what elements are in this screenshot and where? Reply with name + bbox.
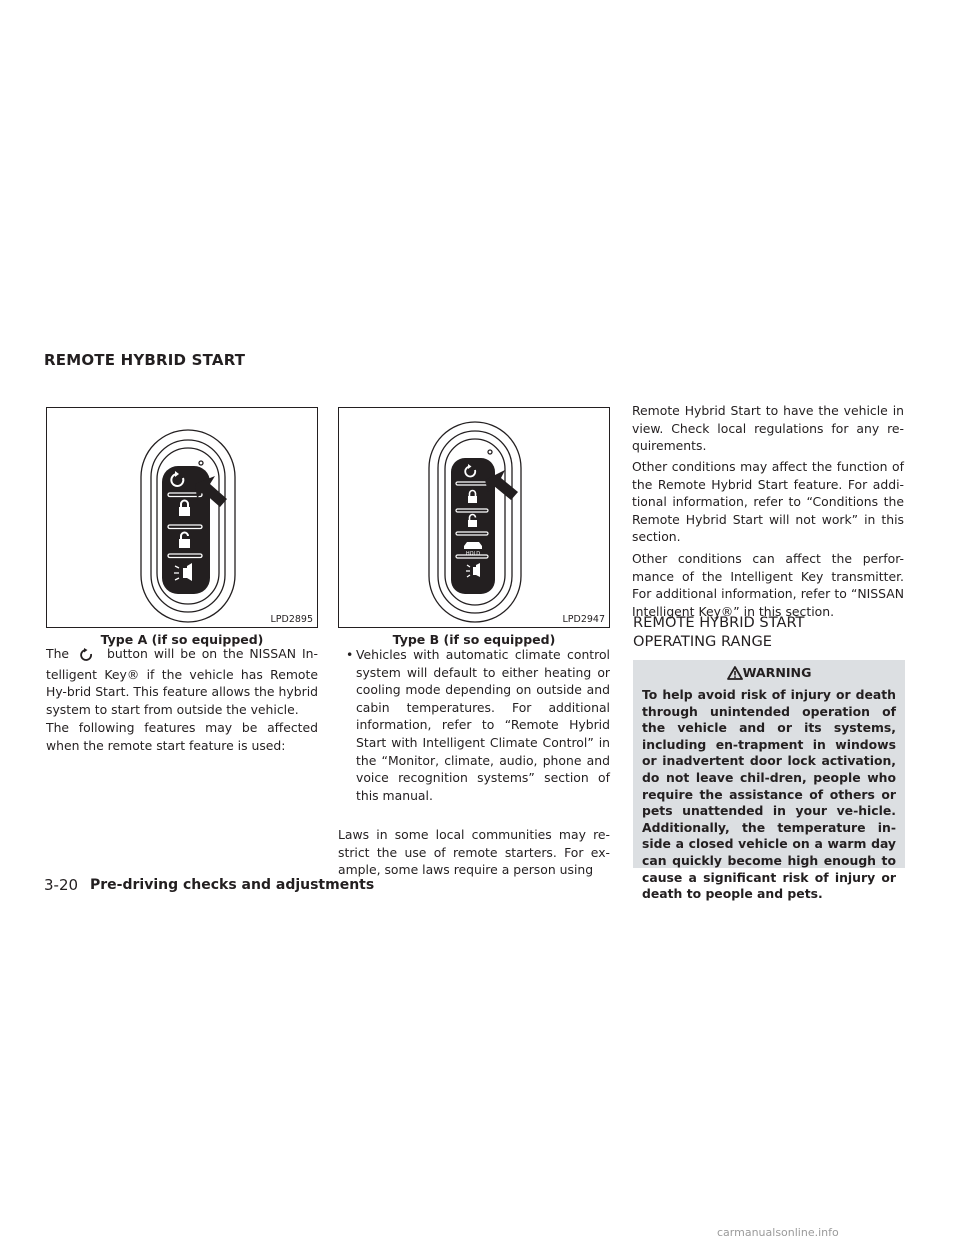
key-fob-type-b-illustration <box>339 408 609 627</box>
warning-title <box>633 665 905 683</box>
intelligent-key-paragraph: Other conditions can affect the perfor-mance of the Intelligent Key transmitter. For additional information, refer to “NISSAN Intelligent Key®” in this section. <box>632 551 904 619</box>
operating-range-heading-line2: OPERATING RANGE <box>633 633 772 650</box>
operating-range-heading <box>633 613 905 651</box>
view-requirement-paragraph: Remote Hybrid Start to have the vehicle in view. Check local regulations for any re-quirements. <box>632 403 904 454</box>
climate-control-bullet: Vehicles with automatic climate control system will default to either heating or cooling mode depending on outside and cabin temperatures. For additional information, refer to “Remote Hybrid Start with Intelligent Climate Control” in the “Monitor, climate, audio, phone and voice recognition systems” section of this manual. <box>356 647 610 803</box>
warning-triangle-icon <box>727 666 743 683</box>
hold-label: HOLD <box>465 551 481 557</box>
section-title: REMOTE HYBRID START <box>44 351 246 369</box>
intro-text-rest: button will be on the NISSAN In-telligent Key® if the vehicle has Remote Hy-brid Start. This feature allows the hybrid system to start from outside the vehicle. <box>46 646 318 717</box>
conditions-paragraph: Other conditions may affect the function of the Remote Hybrid Start feature. For addi-tional information, refer to “Conditions the Remote Hybrid Start will not work” in this section. <box>632 459 904 545</box>
intro-text-start: The <box>46 646 70 661</box>
key-fob-type-a-illustration <box>47 408 317 627</box>
figure-caption-type-b: Type B (if so equipped) <box>392 632 556 647</box>
figure-caption-type-a: Type A (if so equipped) <box>100 632 264 647</box>
remote-start-icon <box>75 647 101 666</box>
watermark: carmanualsonline.info <box>717 1226 839 1239</box>
figure-type-b <box>338 407 610 628</box>
bullet-marker: • <box>346 647 354 662</box>
chapter-title: Pre-driving checks and adjustments <box>90 877 375 893</box>
features-affected-paragraph: The following features may be affected when the remote start feature is used: <box>46 720 318 753</box>
warning-title-text: WARNING <box>742 665 812 680</box>
warning-box <box>633 660 905 902</box>
figure-code: LPD2895 <box>270 614 313 625</box>
operating-range-heading-line1: REMOTE HYBRID START <box>633 614 805 631</box>
warning-text: To help avoid risk of injury or death through unintended operation of the vehicle and or its systems, including en-trapment in windows or inadvertent door lock activation, do not leave chil-dren, people who require the assistance of others or pets unattended in your ve-hicle. Additionally, the temperature in-side a closed vehicle on a warm day can quickly become high enough to cause a significant risk of injury or death to people and pets. <box>642 687 896 902</box>
laws-paragraph: Laws in some local communities may re-strict the use of remote starters. For ex-ample, some laws require a person using <box>338 827 610 878</box>
figure-type-a <box>46 407 318 628</box>
figure-code: LPD2947 <box>562 614 605 625</box>
intro-paragraph <box>46 645 318 718</box>
page-number: 3-20 <box>44 876 79 894</box>
